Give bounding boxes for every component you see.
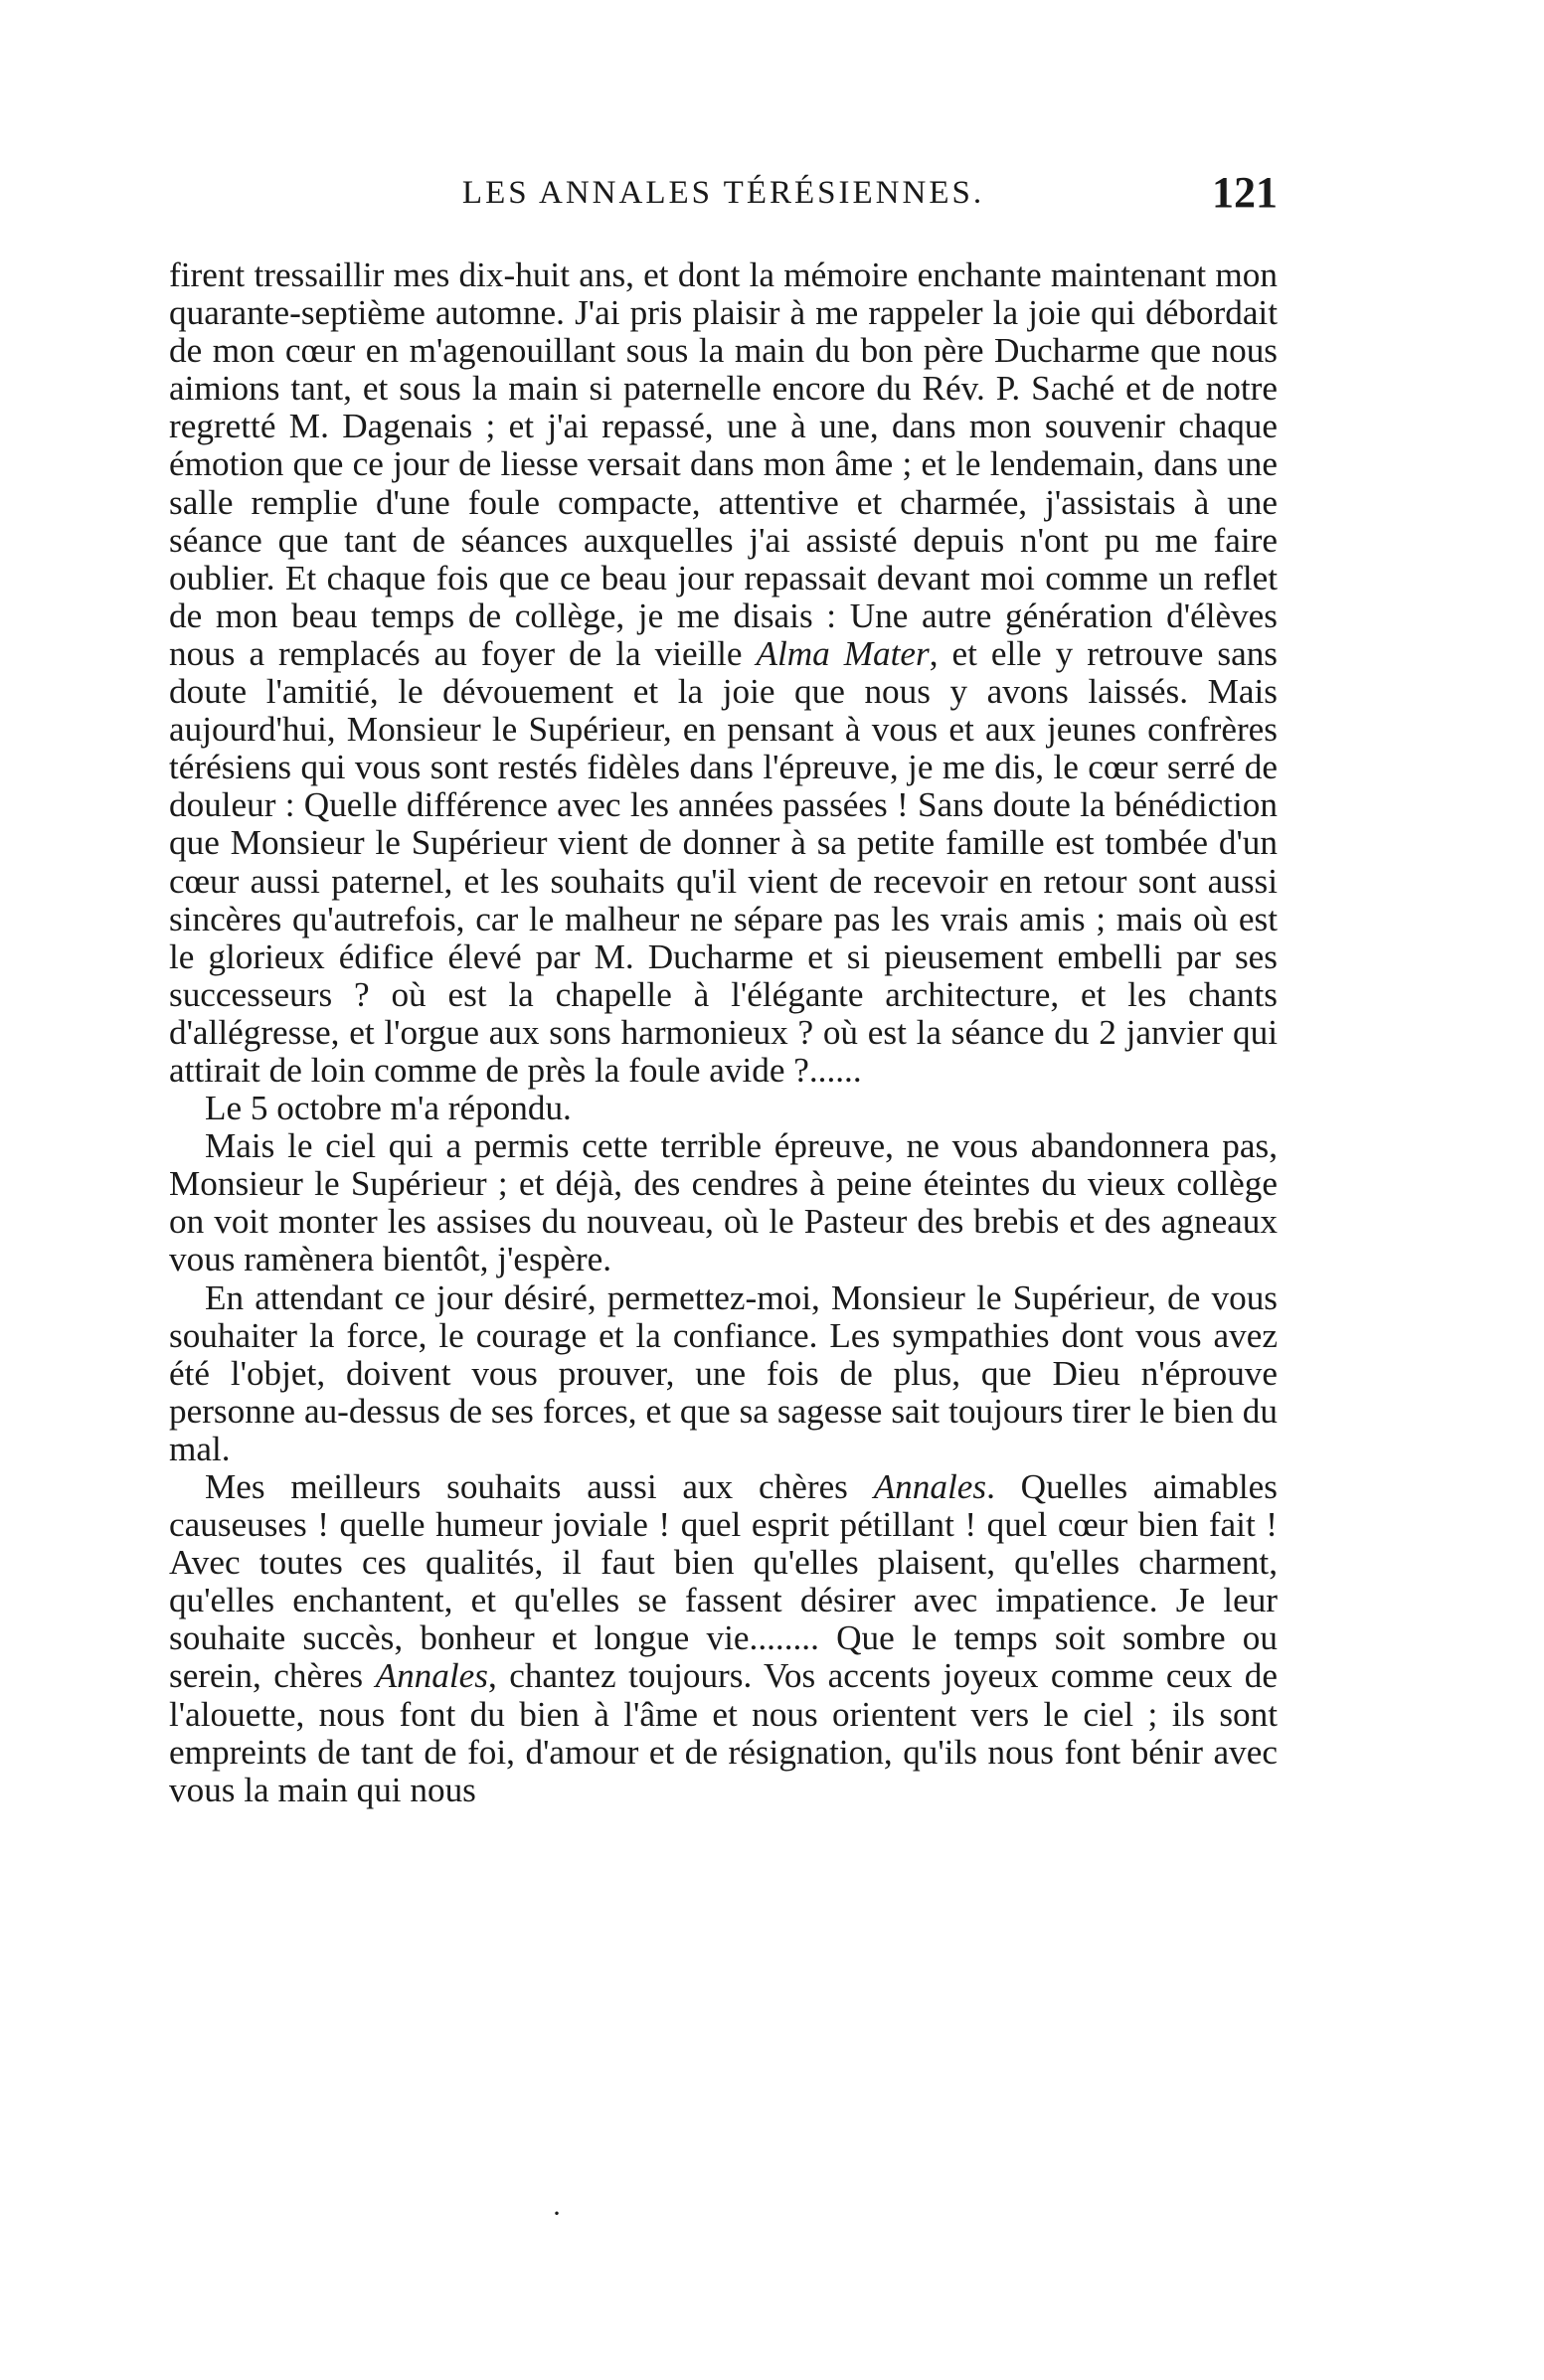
paragraph	[169, 1468, 1278, 1809]
italic-text: Alma Mater	[756, 633, 930, 673]
page-number: 121	[1212, 168, 1278, 217]
italic-text: Annales	[375, 1656, 488, 1696]
italic-text: Annales	[873, 1467, 987, 1506]
page-header	[169, 167, 1278, 227]
paragraph-text: Le 5 octobre m'a répondu.	[205, 1089, 572, 1128]
paragraph-text: . Quelles aimables causeuses ! quelle humeur joviale ! quel esprit pétillant ! quel cœur bien fait ! Avec toutes ces qualités, il faut bien qu'elles plaisent, qu'elles charment, qu'elles enchantent, et qu'elles se fassent désirer avec impatience. Je leur souhaite succès, bonheur et longue vie........ Que le temps soit sombre ou serein, chères	[169, 1467, 1278, 1696]
paragraph-text: , et elle y retrouve sans doute l'amitié, le dévouement et la joie que nous y avons laissés. Mais aujourd'hui, Monsieur le Supérieur, en pensant à vous et aux jeunes confrères térésiens qui vous sont restés fidèles dans l'épreuve, je me dis, le cœur serré de douleur : Quelle différence avec les années passées ! Sans doute la bénédiction que Monsieur le Supérieur vient de donner à sa petite famille est tombée d'un cœur aussi paternel, et les souhaits qu'il vient de recevoir en retour sont aussi sincères qu'autrefois, car le malheur ne sépare pas les vrais amis ; mais où est le glorieux édifice élevé par M. Ducharme et si pieusement embelli par ses successeurs ? où est la chapelle à l'élégante architecture, et les chants d'allégresse, et l'orgue aux sons harmonieux ? où est la séance du 2 janvier qui attirait de loin comme de près la foule avide ?......	[169, 633, 1278, 1090]
paragraph	[169, 1279, 1278, 1468]
paragraph-text: , chantez toujours. Vos accents joyeux comme ceux de l'alouette, nous font du bien à l'âme et nous orientent vers le ciel ; ils sont empreints de tant de foi, d'amour et de résignation, qu'ils nous font bénir avec vous la main qui nous	[169, 1656, 1278, 1809]
paragraph-text: Mes meilleurs souhaits aussi aux chères	[205, 1467, 874, 1506]
paragraph-text: firent tressaillir mes dix-huit ans, et dont la mémoire enchante maintenant mon quarante-septième automne. J'ai pris plaisir à me rappeler la joie qui débordait de mon cœur en m'agenouillant sous la main du bon père Ducharme que nous aimions tant, et sous la main si paternelle encore du Rév. P. Saché et de notre regretté M. Dagenais ; et j'ai repassé, une à une, dans mon souvenir chaque émotion que ce jour de liesse versait dans mon âme ; et le lendemain, dans une salle remplie d'une foule compacte, attentive et charmée, j'assistais à une séance que tant de séances auxquelles j'ai assisté depuis n'ont pu me faire oublier. Et chaque fois que ce beau jour repassait devant moi comme un reflet de mon beau temps de collège, je me disais : Une autre génération d'élèves nous a remplacés au foyer de la vieille	[169, 255, 1278, 673]
running-title: LES ANNALES TÉRÉSIENNES.	[461, 175, 985, 211]
paragraph-text: Mais le ciel qui a permis cette terrible épreuve, ne vous abandonnera pas, Monsieur le Supérieur ; et déjà, des cendres à peine éteintes du vieux collège on voit monter les assises du nouveau, où le Pasteur des brebis et des agneaux vous ramènera bientôt, j'espère.	[169, 1126, 1278, 1279]
paragraph	[169, 256, 1278, 1090]
paragraph-text: En attendant ce jour désiré, permettez-moi, Monsieur le Supérieur, de vous souhaiter la force, le courage et la confiance. Les sympathies dont vous avez été l'objet, doivent vous prouver, une fois de plus, que Dieu n'éprouve personne au-dessus de ses forces, et que sa sagesse sait toujours tirer le bien du mal.	[169, 1277, 1278, 1468]
paragraph	[169, 1127, 1278, 1278]
paragraph	[169, 1090, 1278, 1127]
body-text	[169, 256, 1278, 1809]
ink-dot-ornament: ·	[552, 2197, 562, 2230]
